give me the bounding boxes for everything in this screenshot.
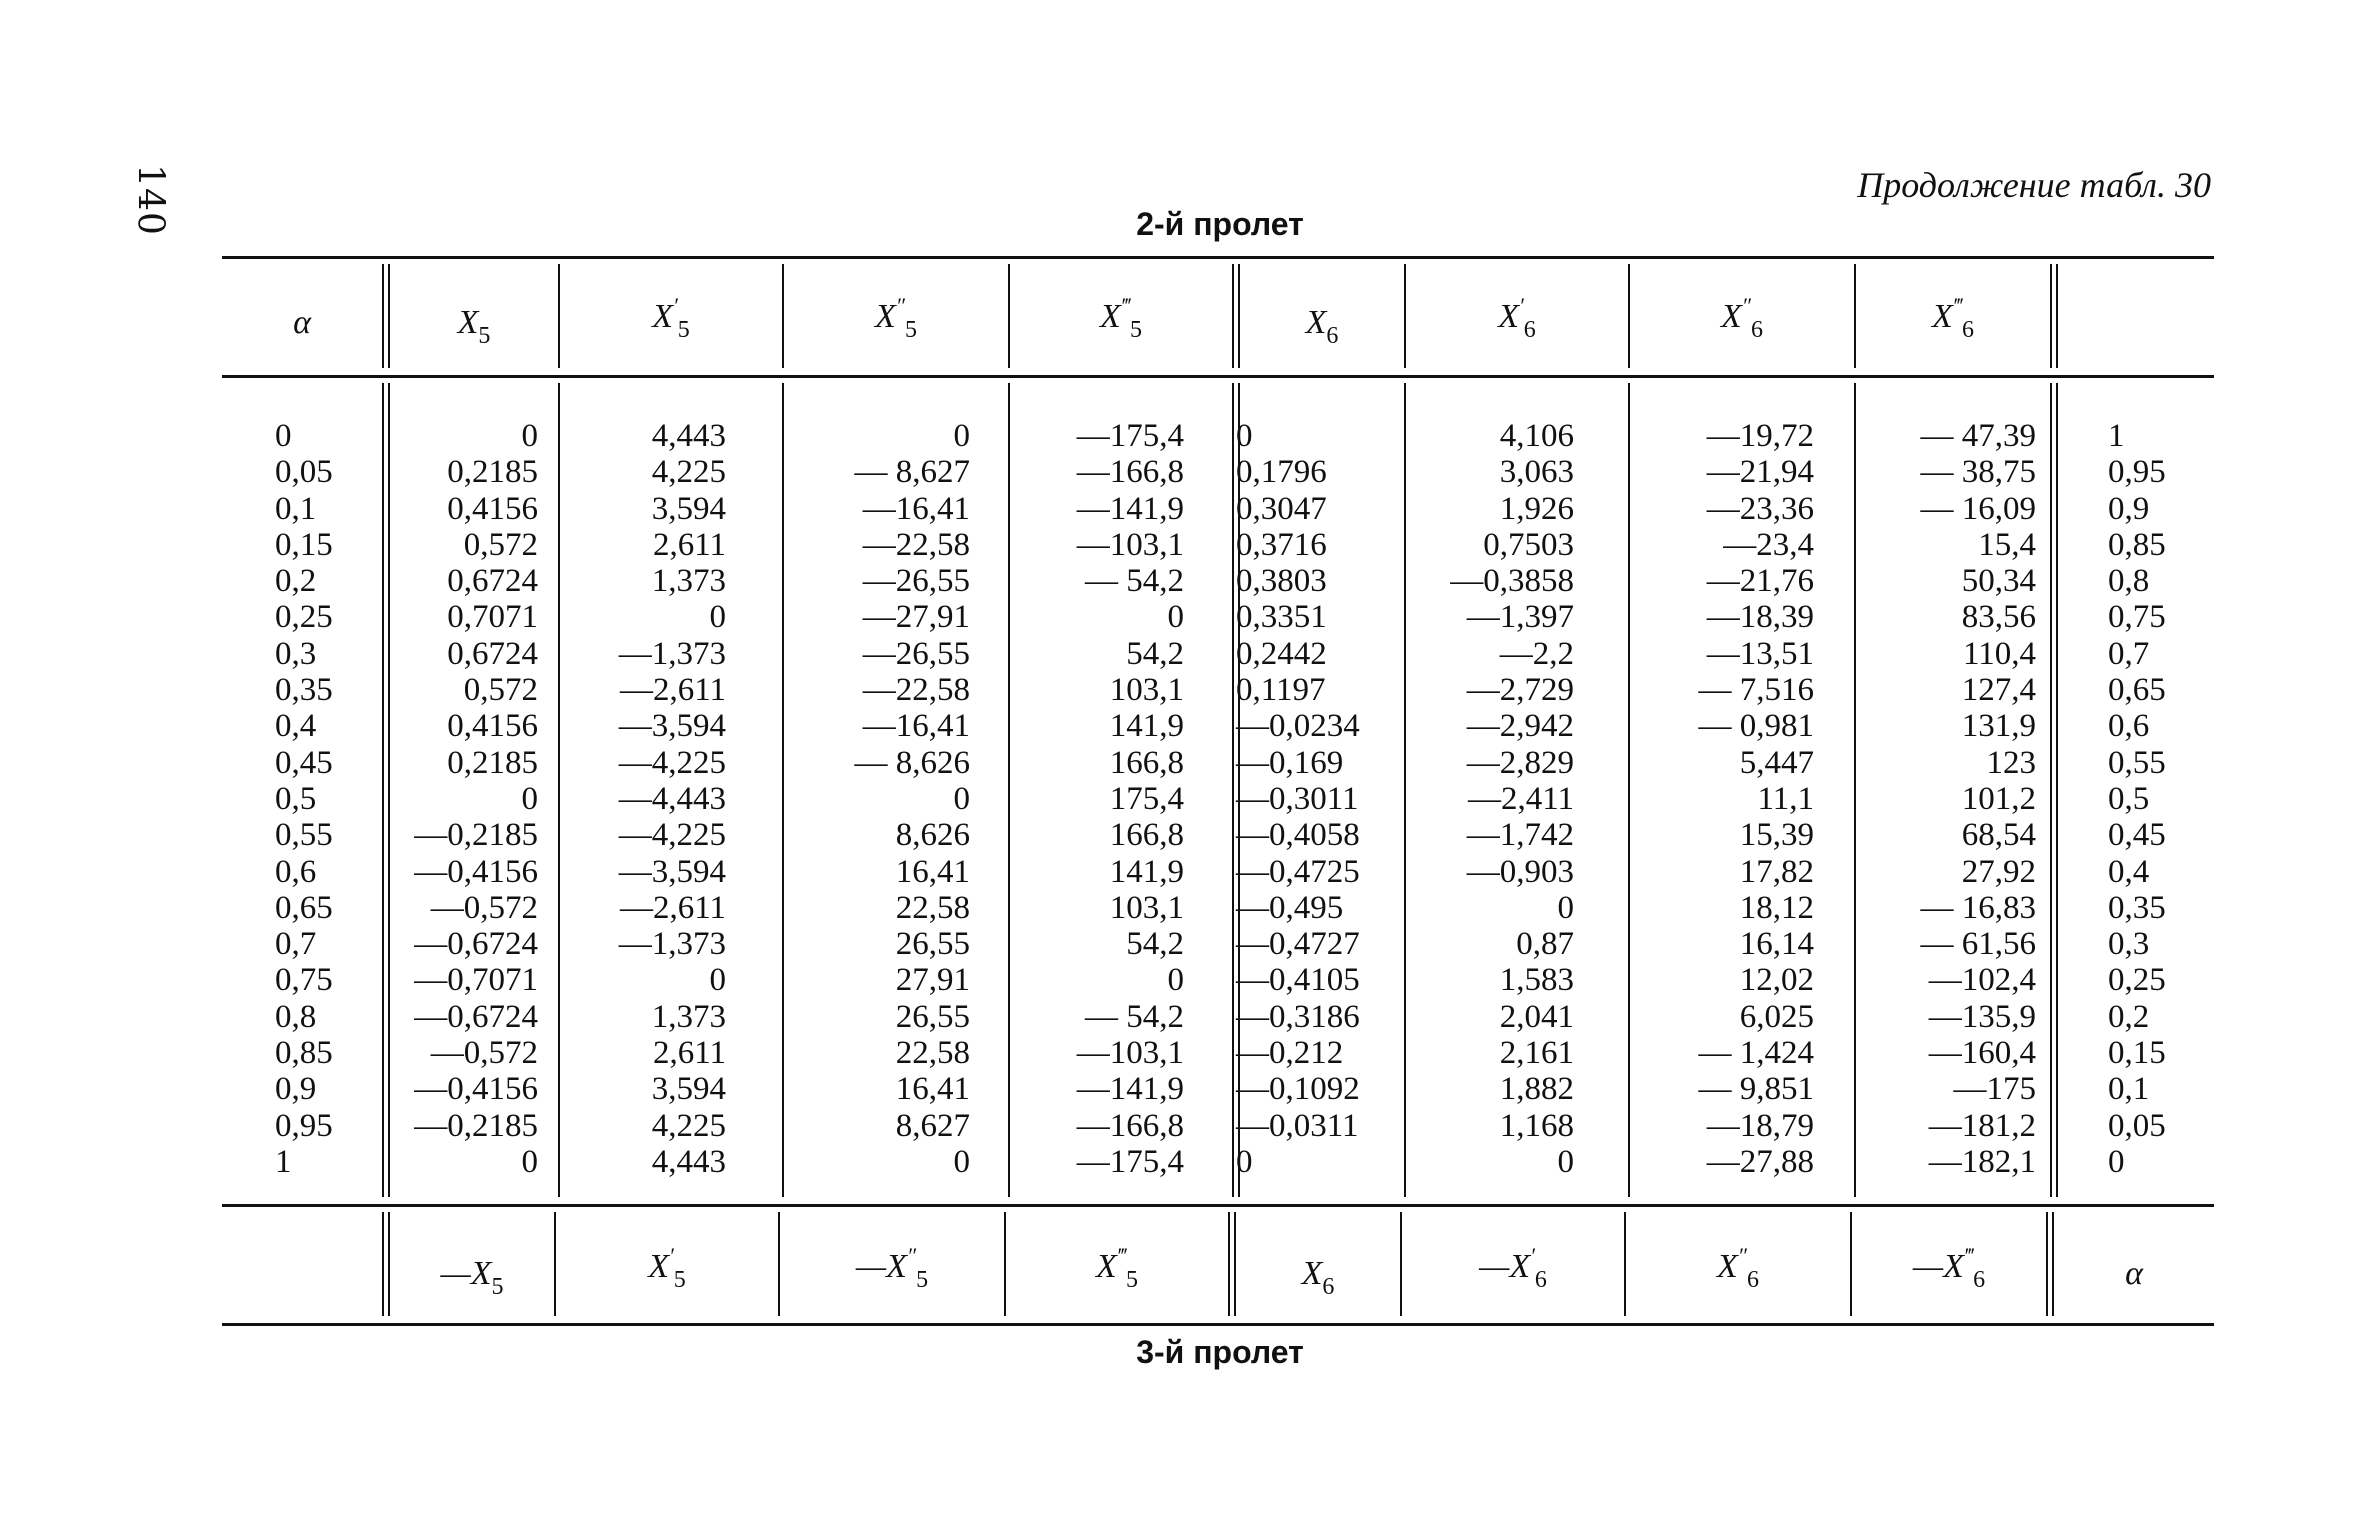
table-cell: —0,495 <box>1236 889 1344 926</box>
header-x6-triple-prime: $X^‴_6$ <box>1931 293 1975 343</box>
table-cell: 0,25 <box>275 599 333 636</box>
table-cell: —21,76 <box>1706 563 1814 600</box>
table-cell: 1,882 <box>1499 1071 1574 1108</box>
table-cell: 175,4 <box>1109 780 1184 817</box>
table-cell: 1 <box>275 1143 292 1180</box>
table-cell: 27,91 <box>895 962 970 999</box>
table-cell: 0,1796 <box>1236 454 1327 491</box>
table-cell: 0 <box>709 962 726 999</box>
divider-right-body <box>2050 383 2052 1197</box>
table-cell: 166,8 <box>1109 744 1184 781</box>
header-x5-prime: $X'_5$ <box>652 293 690 343</box>
table-cell: 0,9 <box>275 1071 317 1108</box>
table-cell: 54,2 <box>1126 635 1184 672</box>
column-x5-prime <box>562 418 726 1180</box>
table-cell: 0,95 <box>275 1107 333 1144</box>
table-cell: 0 <box>953 780 970 817</box>
table-cell: —27,88 <box>1706 1143 1814 1180</box>
table-cell: — 54,2 <box>1085 563 1184 600</box>
table-cell: —2,829 <box>1466 744 1574 781</box>
table-cell: 3,594 <box>651 1071 726 1108</box>
table-cell: 16,14 <box>1739 926 1814 963</box>
table-cell: 0 <box>1167 599 1184 636</box>
column-x6-double-prime <box>1630 418 1814 1180</box>
table-cell: 83,56 <box>1961 599 2036 636</box>
table-cell: 103,1 <box>1109 889 1184 926</box>
table-cell: —0,1092 <box>1236 1071 1360 1108</box>
table-cell: 0,85 <box>2108 526 2166 563</box>
table-cell: —103,1 <box>1076 1035 1184 1072</box>
table-cell: 0,7071 <box>447 599 538 636</box>
table-cell: 2,611 <box>652 1035 726 1072</box>
table-cell: 141,9 <box>1109 853 1184 890</box>
header-x5-double-prime: $X''_5$ <box>875 293 917 343</box>
table-cell: 16,41 <box>895 853 970 890</box>
table-cell: 11,1 <box>1757 780 1814 817</box>
table-cell: 3,594 <box>651 490 726 527</box>
table-cell: 0,35 <box>2108 889 2166 926</box>
table-cell: —141,9 <box>1076 490 1184 527</box>
table-cell: —16,41 <box>862 708 970 745</box>
table-cell: 0,6724 <box>447 635 538 672</box>
table-cell: 0,3351 <box>1236 599 1327 636</box>
table-cell: —0,903 <box>1466 853 1574 890</box>
table-cell: 123 <box>1986 744 2036 781</box>
table-cell: 0 <box>521 1143 538 1180</box>
table-cell: 0,1 <box>2108 1071 2150 1108</box>
table-cell: —0,0234 <box>1236 708 1360 745</box>
table-cell: 0 <box>521 780 538 817</box>
table-cell: 0,75 <box>275 962 333 999</box>
table-cell: —182,1 <box>1928 1143 2036 1180</box>
table-cell: 5,447 <box>1739 744 1814 781</box>
table-cell: 0,572 <box>463 526 538 563</box>
table-cell: —0,572 <box>430 889 538 926</box>
span-title-top: 2-й пролет <box>1136 206 1304 242</box>
table-cell: —13,51 <box>1706 635 1814 672</box>
table-cell: —3,594 <box>618 853 726 890</box>
table-cell: 0,8 <box>275 998 317 1035</box>
table-cell: 0,05 <box>275 454 333 491</box>
table-cell: —2,411 <box>1467 780 1574 817</box>
table-cell: —4,225 <box>618 817 726 854</box>
table-caption: Продолжение табл. 30 <box>1857 165 2211 205</box>
table-cell: 16,41 <box>895 1071 970 1108</box>
table-cell: — 61,56 <box>1920 926 2036 963</box>
table-cell: 0,35 <box>275 672 333 709</box>
table-cell: 0,6724 <box>447 563 538 600</box>
table-cell: —141,9 <box>1076 1071 1184 1108</box>
table-cell: —2,611 <box>619 889 726 926</box>
table-cell: —18,39 <box>1706 599 1814 636</box>
table-cell: 0,65 <box>275 889 333 926</box>
table-cell: 0,1 <box>275 490 317 527</box>
table-cell: 50,34 <box>1961 563 2036 600</box>
footer-x5-double-prime: $—X''_5$ <box>855 1243 929 1293</box>
table-cell: 1,926 <box>1499 490 1574 527</box>
table-cell: 1 <box>2108 418 2125 454</box>
footer-x6-triple-prime: $—X^‴_6$ <box>1912 1243 1986 1293</box>
table-cell: — 54,2 <box>1085 998 1184 1035</box>
table-cell: 131,9 <box>1961 708 2036 745</box>
column-x5 <box>386 418 538 1180</box>
divider <box>1008 383 1010 1197</box>
table-cell: —175,4 <box>1076 1143 1184 1180</box>
table-cell: 0,3 <box>2108 926 2150 963</box>
table-cell: —0,212 <box>1236 1035 1344 1072</box>
table-cell: —0,4156 <box>414 853 538 890</box>
table-cell: 0 <box>1557 1143 1574 1180</box>
table-cell: 0,6 <box>275 853 317 890</box>
table-cell: 0,87 <box>1516 926 1574 963</box>
table-cell: —135,9 <box>1928 998 2036 1035</box>
table-cell: —0,7071 <box>414 962 538 999</box>
table-cell: 0 <box>1167 962 1184 999</box>
table-cell: 0,572 <box>463 672 538 709</box>
table-cell: — 16,83 <box>1920 889 2036 926</box>
table-cell: 0,4156 <box>447 490 538 527</box>
table-cell: —1,373 <box>618 635 726 672</box>
table-cell: 0,15 <box>2108 1035 2166 1072</box>
table-cell: 0 <box>2108 1143 2125 1180</box>
table-cell: 0,5 <box>2108 780 2150 817</box>
table-cell: —26,55 <box>862 635 970 672</box>
divider <box>782 383 784 1197</box>
table-cell: — 7,516 <box>1698 672 1814 709</box>
table-cell: 17,82 <box>1739 853 1814 890</box>
table-cell: —166,8 <box>1076 1107 1184 1144</box>
table-cell: 0,55 <box>2108 744 2166 781</box>
column-x5-double-prime <box>786 418 970 1180</box>
column-x6-triple-prime <box>1856 418 2036 1180</box>
table-cell: —4,225 <box>618 744 726 781</box>
table-cell: 0 <box>1557 889 1574 926</box>
table-cell: 6,025 <box>1739 998 1814 1035</box>
table-cell: — 16,09 <box>1920 490 2036 527</box>
table-cell: 2,161 <box>1499 1035 1574 1072</box>
divider-alpha-body <box>382 383 384 1197</box>
divider-alpha-top <box>382 264 384 368</box>
table-cell: —0,3186 <box>1236 998 1360 1035</box>
footer-x5-triple-prime: $X^‴_5$ <box>1095 1243 1139 1293</box>
table-cell: — 9,851 <box>1698 1071 1814 1108</box>
table-cell: — 0,981 <box>1698 708 1814 745</box>
table-cell: 22,58 <box>895 1035 970 1072</box>
table-cell: 0,2 <box>275 563 317 600</box>
table-cell: —16,41 <box>862 490 970 527</box>
table-cell: 0,65 <box>2108 672 2166 709</box>
table-cell: 68,54 <box>1961 817 2036 854</box>
table-cell: —3,594 <box>618 708 726 745</box>
table-cell: —26,55 <box>862 563 970 600</box>
table-cell: 0,9 <box>2108 490 2150 527</box>
table-cell: —18,79 <box>1706 1107 1814 1144</box>
table-cell: —181,2 <box>1928 1107 2036 1144</box>
header-x6-prime: $X'_6$ <box>1498 293 1536 343</box>
table-cell: 0,15 <box>275 526 333 563</box>
divider-span-body <box>1232 383 1234 1197</box>
divider <box>558 383 560 1197</box>
table-cell: 0,7 <box>2108 635 2150 672</box>
table-cell: 0,5 <box>275 780 317 817</box>
table-cell: —0,0311 <box>1236 1107 1359 1144</box>
table-cell: —0,4725 <box>1236 853 1360 890</box>
table-cell: —19,72 <box>1706 418 1814 454</box>
table-cell: —0,2185 <box>414 817 538 854</box>
table-cell: —2,942 <box>1466 708 1574 745</box>
table-cell: 0,2442 <box>1236 635 1327 672</box>
table-cell: 1,583 <box>1499 962 1574 999</box>
table-cell: 0,3 <box>275 635 317 672</box>
table-cell: 12,02 <box>1739 962 1814 999</box>
column-alpha <box>275 418 333 1180</box>
table-cell: —0,6724 <box>414 926 538 963</box>
table-cell: —27,91 <box>862 599 970 636</box>
table-cell: —21,94 <box>1706 454 1814 491</box>
table-cell: 8,626 <box>895 817 970 854</box>
table-cell: —102,4 <box>1928 962 2036 999</box>
table-cell: 141,9 <box>1109 708 1184 745</box>
table-cell: 101,2 <box>1961 780 2036 817</box>
column-x5-triple-prime <box>1012 418 1184 1180</box>
table-cell: 0,25 <box>2108 962 2166 999</box>
table-cell: 18,12 <box>1739 889 1814 926</box>
table-cell: 103,1 <box>1109 672 1184 709</box>
table-cell: 110,4 <box>1962 635 2036 672</box>
table-cell: 15,39 <box>1739 817 1814 854</box>
footer-x6-double-prime: $X''_6$ <box>1717 1243 1759 1293</box>
table-cell: 4,443 <box>651 1143 726 1180</box>
table-cell: 26,55 <box>895 926 970 963</box>
table-cell: 15,4 <box>1978 526 2036 563</box>
column-x6-prime <box>1406 418 1574 1180</box>
table-cell: 4,225 <box>651 1107 726 1144</box>
divider-span-top <box>1232 264 1234 368</box>
table-cell: —0,3011 <box>1236 780 1359 817</box>
divider-span-foot <box>1228 1212 1230 1316</box>
header-alpha: α <box>293 304 311 341</box>
table-cell: —0,169 <box>1236 744 1344 781</box>
table-cell: 0,95 <box>2108 454 2166 491</box>
table-rule-header <box>222 375 2214 378</box>
table-cell: 0,7 <box>275 926 317 963</box>
table-cell: 2,611 <box>652 526 726 563</box>
table-cell: —0,4105 <box>1236 962 1360 999</box>
table-cell: 4,225 <box>651 454 726 491</box>
table-cell: —0,4727 <box>1236 926 1360 963</box>
table-cell: —1,373 <box>618 926 726 963</box>
table-cell: — 1,424 <box>1698 1035 1814 1072</box>
table-cell: 0,2185 <box>447 454 538 491</box>
header-x5: $X_5$ <box>457 304 491 349</box>
table-cell: 0 <box>1236 418 1253 454</box>
table-cell: — 47,39 <box>1920 418 2036 454</box>
footer-x6-prime: $—X'_6$ <box>1479 1243 1547 1293</box>
table-cell: 0 <box>521 418 538 454</box>
table-cell: 0,4156 <box>447 708 538 745</box>
table-cell: 4,443 <box>651 418 726 454</box>
table-cell: 54,2 <box>1126 926 1184 963</box>
footer-alpha: α <box>2125 1255 2143 1292</box>
table-cell: —1,397 <box>1466 599 1574 636</box>
table-cell: 4,106 <box>1499 418 1574 454</box>
table-cell: —22,58 <box>862 672 970 709</box>
table-cell: 0,3716 <box>1236 526 1327 563</box>
footer-x6: $X_6$ <box>1301 1255 1335 1300</box>
table-cell: 2,041 <box>1499 998 1574 1035</box>
table-cell: 1,168 <box>1499 1107 1574 1144</box>
table-cell: 0,7503 <box>1483 526 1574 563</box>
table-cell: 0,3803 <box>1236 563 1327 600</box>
table-cell: 0,2 <box>2108 998 2150 1035</box>
table-cell: —2,729 <box>1466 672 1574 709</box>
table-cell: 0,3047 <box>1236 490 1327 527</box>
table-cell: —22,58 <box>862 526 970 563</box>
table-cell: —175,4 <box>1076 418 1184 454</box>
header-x6-double-prime: $X''_6$ <box>1721 293 1763 343</box>
table-cell: —103,1 <box>1076 526 1184 563</box>
table-cell: 0,45 <box>275 744 333 781</box>
table-cell: —166,8 <box>1076 454 1184 491</box>
table-cell: 8,627 <box>895 1107 970 1144</box>
table-cell: 0,45 <box>2108 817 2166 854</box>
table-cell: —1,742 <box>1466 817 1574 854</box>
table-cell: 166,8 <box>1109 817 1184 854</box>
table-cell: 1,373 <box>651 998 726 1035</box>
header-x6: $X_6$ <box>1305 304 1339 349</box>
table-cell: —2,611 <box>619 672 726 709</box>
table-cell: 26,55 <box>895 998 970 1035</box>
table-rule-bottom <box>222 1323 2214 1326</box>
divider-right-foot <box>2046 1212 2048 1316</box>
table-cell: 0 <box>953 418 970 454</box>
table-cell: 27,92 <box>1961 853 2036 890</box>
table-cell: 0,4 <box>275 708 317 745</box>
table-cell: 22,58 <box>895 889 970 926</box>
table-cell: —0,3858 <box>1450 563 1574 600</box>
table-cell: 0,75 <box>2108 599 2166 636</box>
header-x5-triple-prime: $X^‴_5$ <box>1099 293 1143 343</box>
column-alpha-reverse <box>2108 418 2166 1180</box>
footer-x5-prime: $X'_5$ <box>648 1243 686 1293</box>
table-cell: 1,373 <box>651 563 726 600</box>
page-number: 140 <box>129 164 171 236</box>
table-cell: —175 <box>1953 1071 2036 1108</box>
table-cell: 0,05 <box>2108 1107 2166 1144</box>
table-cell: —23,4 <box>1723 526 1814 563</box>
table-cell: 3,063 <box>1499 454 1574 491</box>
table-cell: —0,4058 <box>1236 817 1360 854</box>
table-cell: —0,2185 <box>414 1107 538 1144</box>
table-rule-footer <box>222 1204 2214 1207</box>
divider-right-top <box>2050 264 2052 368</box>
table-cell: —4,443 <box>618 780 726 817</box>
table-cell: 127,4 <box>1961 672 2036 709</box>
divider-alpha-foot <box>382 1212 384 1316</box>
table-cell: — 8,627 <box>854 454 970 491</box>
table-cell: —0,6724 <box>414 998 538 1035</box>
table-cell: 0 <box>709 599 726 636</box>
table-cell: 0,6 <box>2108 708 2150 745</box>
table-cell: —23,36 <box>1706 490 1814 527</box>
table-rule-top <box>222 256 2214 259</box>
table-cell: 0,8 <box>2108 563 2150 600</box>
table-cell: 0,55 <box>275 817 333 854</box>
column-x6 <box>1236 418 1404 1180</box>
table-cell: 0,2185 <box>447 744 538 781</box>
table-cell: —0,572 <box>430 1035 538 1072</box>
table-cell: 0,85 <box>275 1035 333 1072</box>
table-cell: 0 <box>275 418 292 454</box>
table-cell: —160,4 <box>1928 1035 2036 1072</box>
table-cell: —2,2 <box>1499 635 1574 672</box>
table-cell: 0 <box>1236 1143 1253 1180</box>
table-cell: 0,4 <box>2108 853 2150 890</box>
table-cell: 0,1197 <box>1236 672 1326 709</box>
table-cell: — 8,626 <box>854 744 970 781</box>
table-cell: —0,4156 <box>414 1071 538 1108</box>
span-title-bottom: 3-й пролет <box>1136 1334 1304 1370</box>
footer-x5: $—X_5$ <box>440 1255 504 1300</box>
table-cell: 0 <box>953 1143 970 1180</box>
table-cell: — 38,75 <box>1920 454 2036 491</box>
